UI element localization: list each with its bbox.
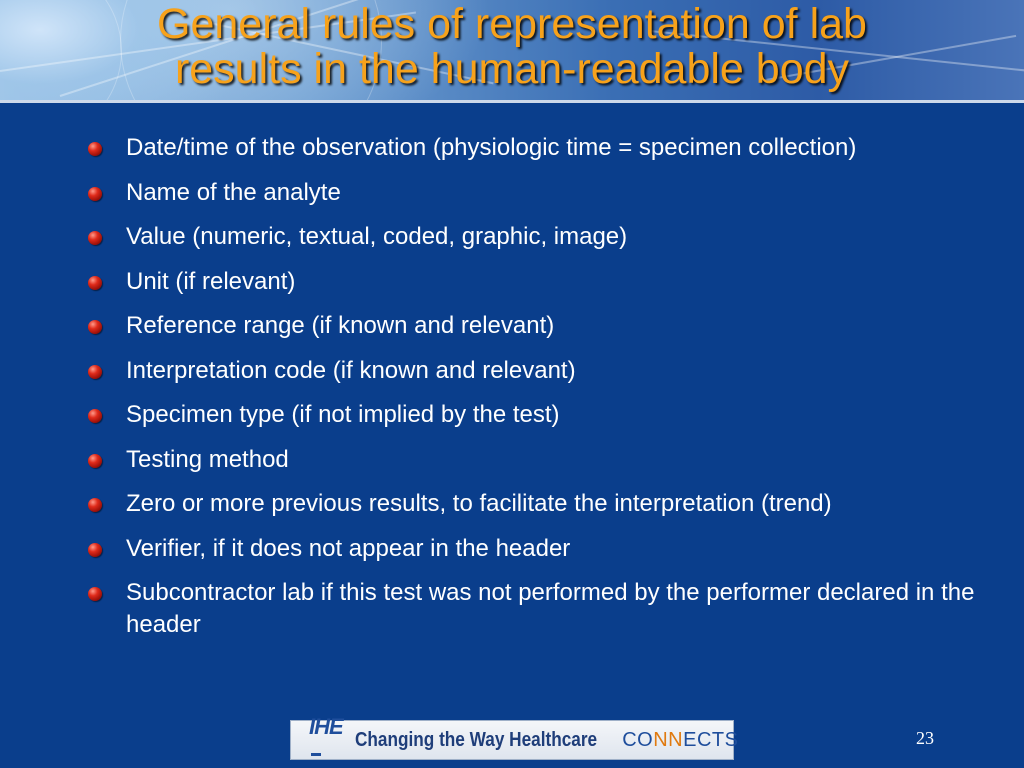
bullet-text: Value (numeric, textual, coded, graphic, image) bbox=[126, 223, 628, 250]
title-banner bbox=[0, 0, 1024, 103]
bullet-text: Zero or more previous results, to facilitate the interpretation (trend) bbox=[126, 490, 832, 517]
bullet-item bbox=[88, 488, 988, 520]
bullet-text: Verifier, if it does not appear in the header bbox=[126, 534, 571, 562]
bullet-item bbox=[88, 533, 988, 565]
red-sphere-bullet-icon bbox=[88, 320, 102, 334]
red-sphere-bullet-icon bbox=[88, 365, 102, 379]
bullet-item bbox=[88, 266, 988, 298]
ihe-logo-icon bbox=[309, 714, 343, 766]
bullet-list bbox=[88, 132, 988, 654]
page-number: 23 bbox=[916, 728, 934, 748]
bullet-text: Testing method bbox=[126, 445, 289, 473]
slide-title bbox=[0, 2, 1024, 92]
red-sphere-bullet-icon bbox=[88, 409, 102, 423]
red-sphere-bullet-icon bbox=[88, 231, 102, 245]
bullet-item bbox=[88, 221, 988, 253]
ihe-logo-text: IHE bbox=[309, 714, 343, 739]
bullet-item bbox=[88, 132, 988, 164]
ihe-logo-mark bbox=[311, 753, 321, 756]
red-sphere-bullet-icon bbox=[88, 454, 102, 468]
slide-title-line-2: results in the human-readable body bbox=[174, 45, 850, 93]
connects-highlight: NN bbox=[653, 728, 684, 751]
bullet-text: Name of the analyte bbox=[126, 178, 341, 206]
red-sphere-bullet-icon bbox=[88, 142, 102, 156]
bullet-item bbox=[88, 399, 988, 431]
bullet-item bbox=[88, 177, 988, 209]
red-sphere-bullet-icon bbox=[88, 498, 102, 512]
bullet-item bbox=[88, 310, 988, 342]
red-sphere-bullet-icon bbox=[88, 543, 102, 557]
footer-connects bbox=[622, 729, 738, 752]
red-sphere-bullet-icon bbox=[88, 187, 102, 201]
bullet-text: Reference range (if known and relevant) bbox=[126, 312, 555, 339]
title-divider bbox=[0, 100, 1024, 103]
red-sphere-bullet-icon bbox=[88, 276, 102, 290]
footer-tagline: Changing the Way Healthcare bbox=[354, 728, 597, 751]
connects-prefix: CO bbox=[622, 728, 654, 751]
bullet-item bbox=[88, 577, 988, 641]
bullet-item bbox=[88, 355, 988, 387]
connects-suffix: ECTS bbox=[683, 728, 739, 751]
bullet-text: Unit (if relevant) bbox=[126, 267, 296, 295]
bullet-text: Interpretation code (if known and relevant) bbox=[126, 356, 576, 384]
bullet-item bbox=[88, 444, 988, 476]
bullet-text: Date/time of the observation (physiologic time = specimen collection) bbox=[126, 134, 857, 161]
slide-title-line-1: General rules of representation of lab bbox=[157, 0, 867, 48]
bullet-text: Subcontractor lab if this test was not performed by the performer declared in the header bbox=[126, 579, 975, 638]
red-sphere-bullet-icon bbox=[88, 587, 102, 601]
ihe-footer-banner bbox=[290, 714, 739, 760]
bullet-text: Specimen type (if not implied by the test) bbox=[126, 401, 560, 428]
